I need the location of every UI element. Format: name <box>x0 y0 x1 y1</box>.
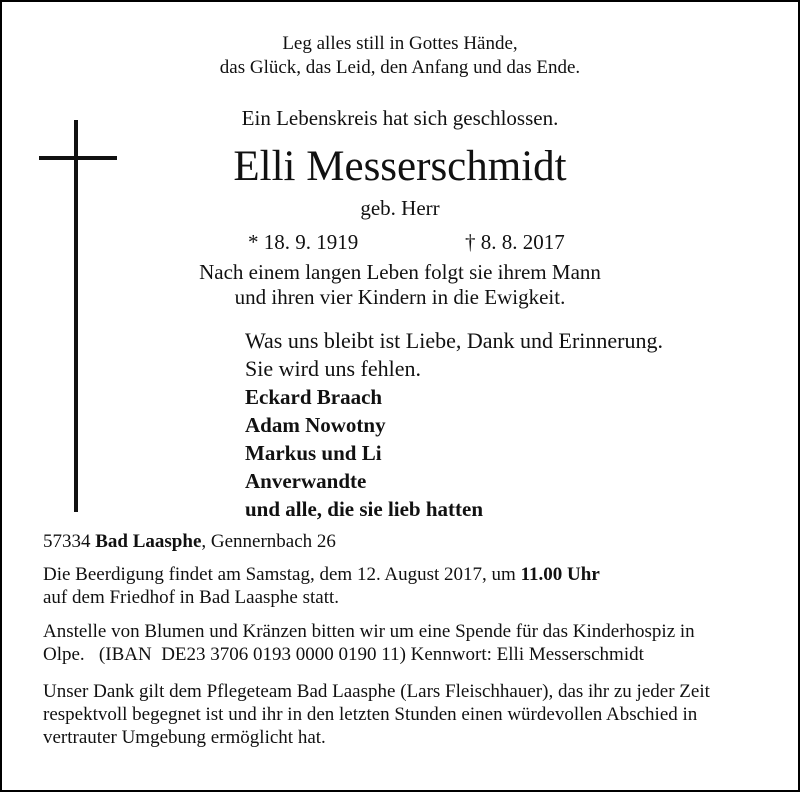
address-street: , Gennernbach 26 <box>201 531 336 552</box>
life-text <box>2 260 798 310</box>
thanks-line-3: vertrauter Umgebung ermöglicht hat. <box>43 727 326 748</box>
life-line-2: und ihren vier Kindern in die Ewigkeit. <box>234 285 566 309</box>
funeral-line-2: auf dem Friedhof in Bad Laasphe statt. <box>43 587 340 608</box>
thanks-line-2: respektvoll begegnet ist und ihr in den letzten Stunden einen würdevollen Abschied in <box>43 704 698 725</box>
remembrance-line-1: Was uns bleibt ist Liebe, Dank und Erinnerung. <box>245 328 663 353</box>
poem-line-2: das Glück, das Leid, den Anfang und das Ende. <box>219 57 581 78</box>
mourner: Eckard Braach <box>245 385 383 409</box>
address-city: Bad Laasphe <box>95 531 202 552</box>
funeral-time: 11.00 Uhr <box>520 564 600 585</box>
mourner: Markus und Li <box>245 441 382 465</box>
birth-date: * 18. 9. 1919 <box>248 230 359 254</box>
thanks-text <box>43 680 763 749</box>
death-date: † 8. 8. 2017 <box>465 230 565 254</box>
donation-line-2: Olpe. (IBAN DE23 3706 0193 0000 0190 11) Kennwort: Elli Messerschmidt <box>43 644 644 665</box>
remembrance-text <box>245 327 663 383</box>
address <box>43 530 763 553</box>
birth-name: geb. Herr <box>360 196 440 220</box>
remembrance-line-2: Sie wird uns fehlen. <box>245 356 421 381</box>
address-zip: 57334 <box>43 531 91 552</box>
life-line-1: Nach einem langen Leben folgt sie ihrem Mann <box>199 260 601 284</box>
mourner: Adam Nowotny <box>245 413 386 437</box>
mourner: und alle, die sie lieb hatten <box>245 497 484 521</box>
funeral-line-1 <box>43 563 763 586</box>
mourner: Anverwandte <box>245 469 367 493</box>
funeral-info <box>43 563 763 609</box>
funeral-text: Die Beerdigung findet am Samstag, dem 12. August 2017, um <box>43 564 521 585</box>
donation-info <box>43 620 763 666</box>
intro-line: Ein Lebenskreis hat sich geschlossen. <box>241 106 559 130</box>
deceased-name: Elli Messerschmidt <box>233 143 567 190</box>
mourners-list <box>245 383 483 523</box>
poem-line-1: Leg alles still in Gottes Hände, <box>282 33 518 54</box>
thanks-line-1: Unser Dank gilt dem Pflegeteam Bad Laasphe (Lars Fleischhauer), das ihr zu jeder Zeit <box>43 681 710 702</box>
donation-line-1: Anstelle von Blumen und Kränzen bitten wir um eine Spende für das Kinderhospiz in <box>43 621 695 642</box>
poem <box>2 32 798 80</box>
